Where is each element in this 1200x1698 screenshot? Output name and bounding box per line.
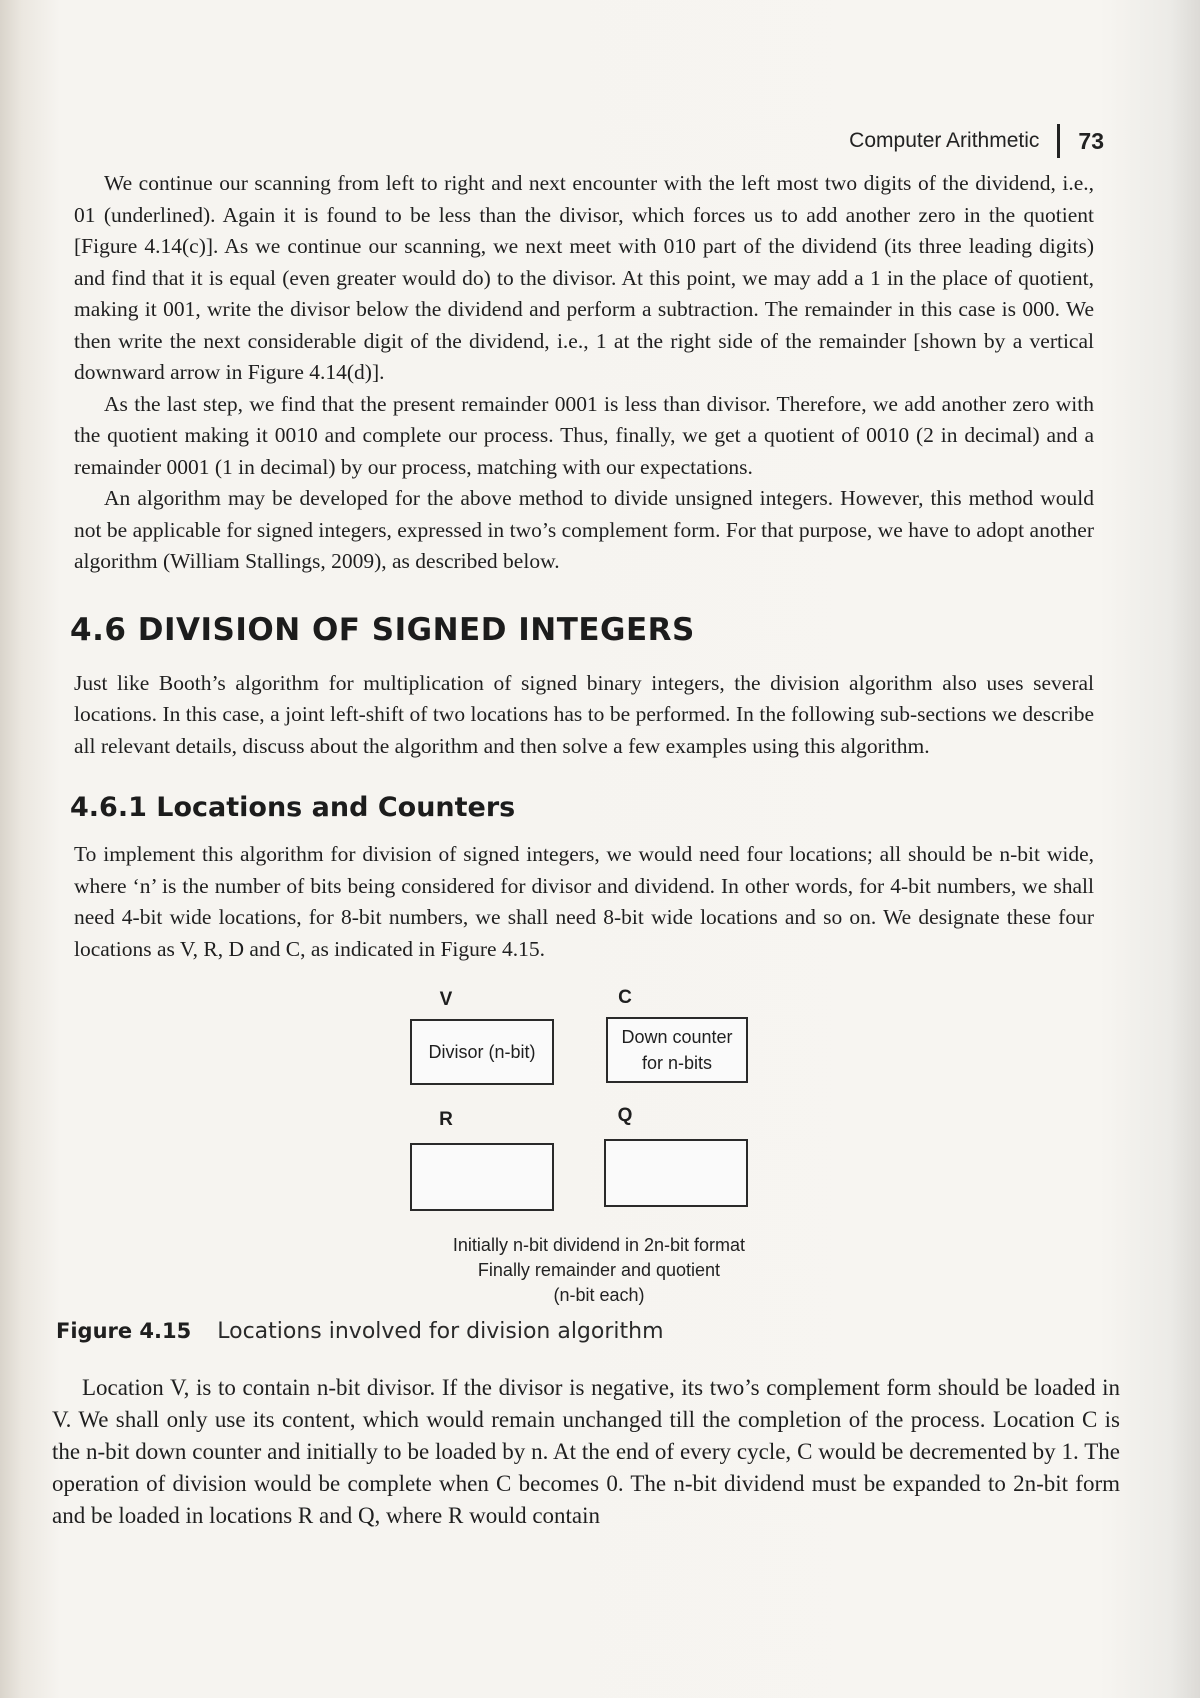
section-paragraph: Just like Booth’s algorithm for multiplication of signed binary integers, the division algorithm also uses several locations. In this case, a joint left-shift of two locations has to be performed. In the following sub-sections we describe all relevant details, discuss about the algorithm and then solve a few examples using this algorithm. <box>74 670 1094 758</box>
figure-note-line2: Finally remainder and quotient <box>477 1260 721 1280</box>
running-head <box>849 124 1104 158</box>
figure-note <box>404 1233 794 1308</box>
figure-locations-diagram <box>74 983 1094 1313</box>
bottom-paragraph-wrap <box>52 1372 1120 1532</box>
figure-caption-text: Locations involved for division algorithm <box>217 1319 664 1344</box>
running-head-divider <box>1057 124 1060 158</box>
label-r: R <box>439 1109 453 1130</box>
label-c: C <box>618 987 632 1008</box>
running-head-title: Computer Arithmetic <box>849 129 1040 152</box>
body-paragraph: As the last step, we find that the present remainder 0001 is less than divisor. Therefore, we add another zero with the quotient making it 0010 and complete our process. Thus, finally, we get a quotient of 0010 (2 in decimal) and a remainder 0001 (1 in decimal) by our process, matching with our expectations. <box>74 391 1094 479</box>
box-remainder <box>410 1143 554 1211</box>
page-number: 73 <box>1078 127 1104 154</box>
label-q: Q <box>617 1105 633 1126</box>
subsection-heading: 4.6.1 Locations and Counters <box>70 792 516 823</box>
figure-note-line3: (n-bit each) <box>553 1285 645 1305</box>
body-paragraph: Location V, is to contain n-bit divisor. If the divisor is negative, its two’s complement form should be loaded in V. We shall only use its content, which would remain unchanged till the completion of the process. Location C is the n-bit down counter and initially to be loaded by n. At the end of every cycle, C would be decremented by 1. The operation of division would be complete when C becomes 0. The n-bit dividend must be expanded to 2n-bit form and be loaded in locations R and Q, where R would contain <box>52 1375 1120 1528</box>
box-divisor <box>410 1019 554 1085</box>
box-counter-line2: for n-bits <box>641 1053 713 1073</box>
page-body <box>52 168 1120 1532</box>
subsection-paragraph: To implement this algorithm for division of signed integers, we would need four locations; all should be n-bit wide, where ‘n’ is the number of bits being considered for divisor and dividend. In other words, for 4-bit numbers, we shall need 4-bit wide locations, for 8-bit numbers, we shall need 8-bit wide locations and so on. We designate these four locations as V, R, D and C, as indicated in Figure 4.15. <box>74 842 1094 961</box>
box-counter-line1: Down counter <box>621 1027 733 1047</box>
figure-caption <box>56 1319 1094 1344</box>
body-paragraph: An algorithm may be developed for the above method to divide unsigned integers. However, this method would not be applicable for signed integers, expressed in two’s complement form. For that purpose, we have to adopt another algorithm (William Stallings, 2009), as described below. <box>74 486 1094 573</box>
box-quotient <box>604 1139 748 1207</box>
figure-note-line1: Initially n-bit dividend in 2n-bit format <box>452 1235 746 1255</box>
box-down-counter <box>606 1017 748 1083</box>
label-v: V <box>439 989 453 1010</box>
section-heading: 4.6 DIVISION OF SIGNED INTEGERS <box>70 611 695 648</box>
box-divisor-text: Divisor (n-bit) <box>428 1042 536 1062</box>
body-paragraph: We continue our scanning from left to right and next encounter with the left most two digits of the dividend, i.e., 01 (underlined). Again it is found to be less than the divisor, which forces us to add another zero in the quotient [Figure 4.14(c)]. As we continue our scanning, we next meet with 010 part of the dividend (its three leading digits) and find that it is equal (even greater would do) to the divisor. At this point, we may add a 1 in the place of quotient, making it 001, write the divisor below the dividend and perform a subtraction. The remainder in this case is 000. We then write the next considerable digit of the dividend, i.e., 1 at the right side of the remainder [shown by a vertical downward arrow in Figure 4.14(d)]. <box>74 171 1094 384</box>
figure-caption-number: Figure 4.15 <box>56 1319 192 1343</box>
